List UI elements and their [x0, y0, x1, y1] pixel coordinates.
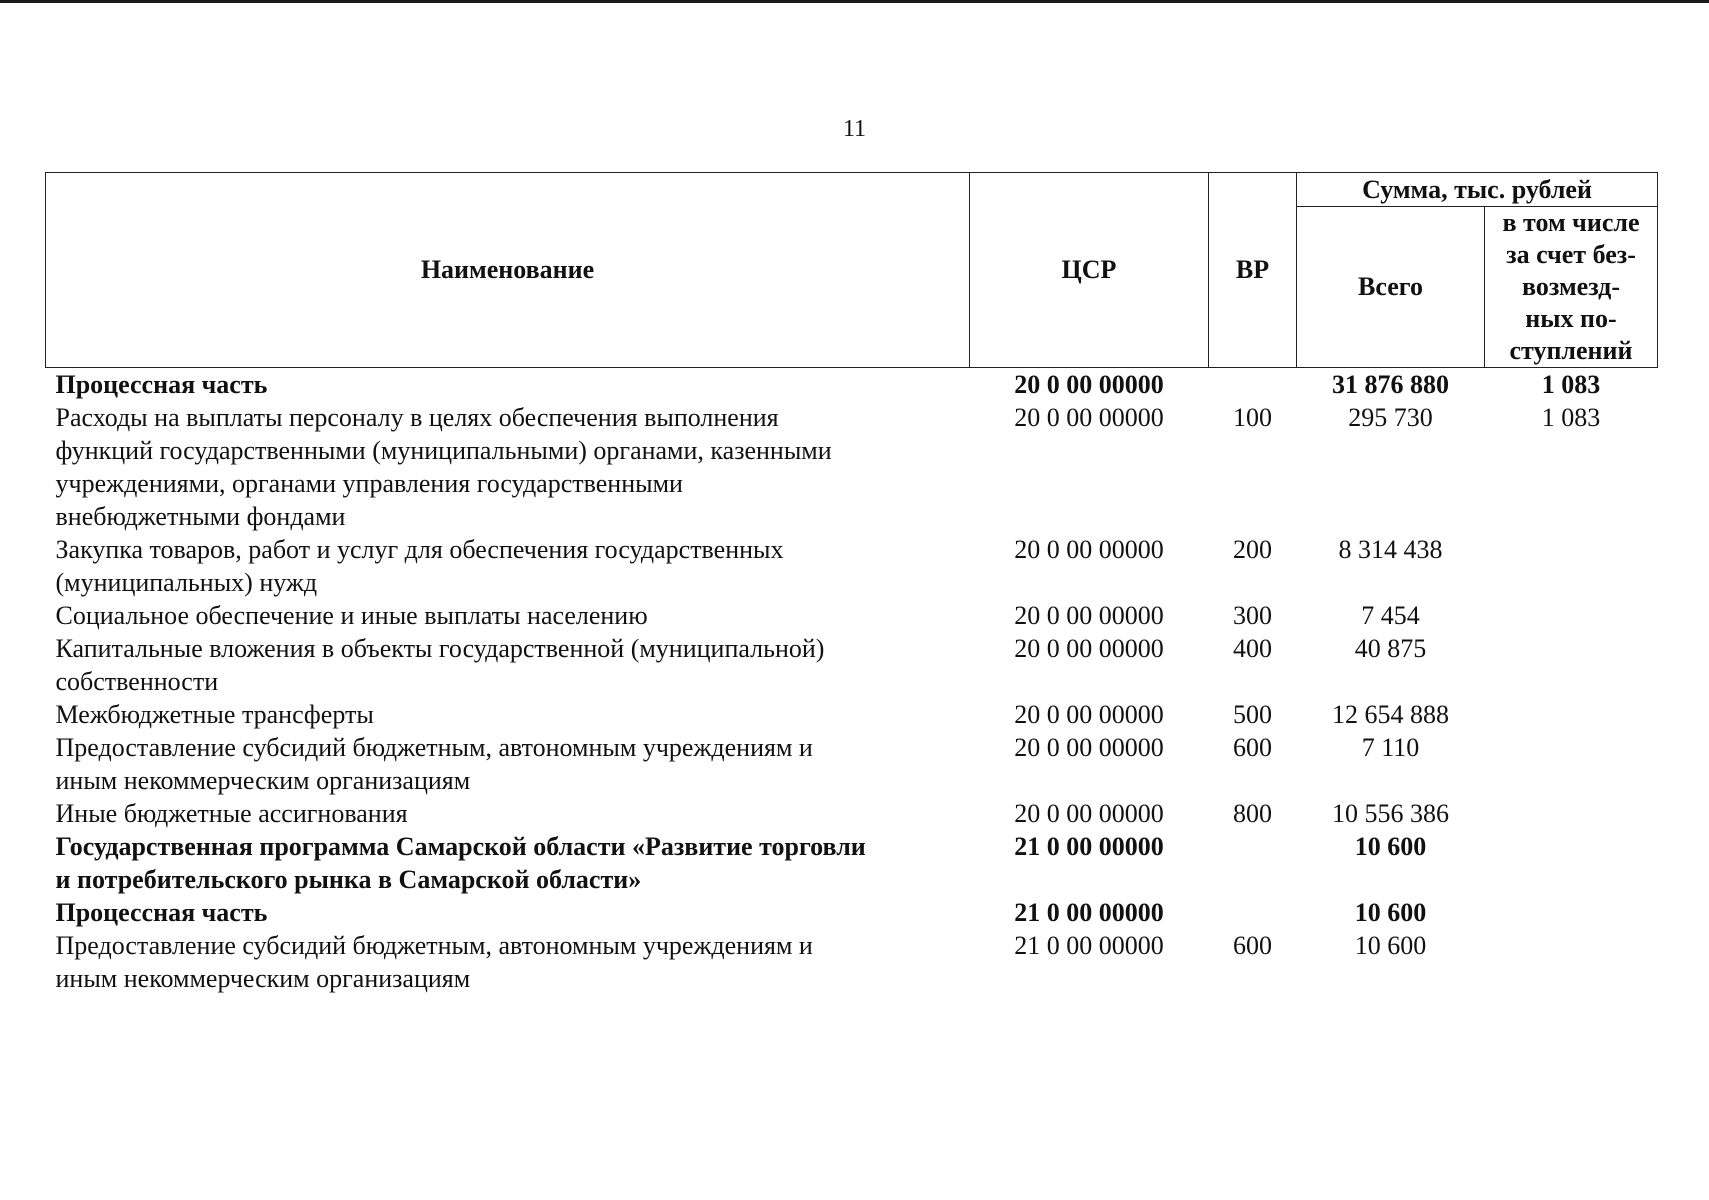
cell-name: [46, 533, 970, 599]
cell-total: 295 730: [1348, 403, 1433, 432]
cell-name-line: функций государственными (муниципальными) органами, казенными: [55, 436, 832, 465]
cell-free-receipts: 1 083: [1541, 403, 1601, 432]
header-free-line: за счет без-: [1506, 240, 1636, 269]
cell-csr: 20 0 00 00000: [1014, 535, 1164, 564]
cell-free-receipts: [1485, 830, 1658, 896]
cell-csr: 20 0 00 00000: [1014, 403, 1164, 432]
table-row: [46, 599, 1658, 632]
cell-name-line: Межбюджетные трансферты: [55, 700, 374, 729]
table-row: [46, 533, 1658, 599]
page-number: 11: [842, 116, 867, 142]
header-free-line: ступлений: [1509, 336, 1633, 365]
table-row: [46, 368, 1658, 402]
table-row: [46, 797, 1658, 830]
cell-name-line: иным некоммерческим организациям: [55, 766, 471, 795]
cell-name: [46, 368, 970, 402]
cell-name-line: Иные бюджетные ассигнования: [55, 799, 408, 828]
cell-name-line: Государственная программа Самарской области «Развитие торговли: [55, 832, 866, 861]
cell-csr: 21 0 00 00000: [1014, 832, 1164, 861]
table-row: [46, 401, 1658, 533]
cell-name-line: (муниципальных) нужд: [55, 568, 318, 597]
table-row: [46, 698, 1658, 731]
cell-name-line: Процессная часть: [55, 370, 268, 399]
cell-vr: 400: [1233, 634, 1272, 663]
cell-name-line: Предоставление субсидий бюджетным, автономным учреждениям и: [55, 931, 813, 960]
cell-name: [46, 797, 970, 830]
cell-name-line: Расходы на выплаты персоналу в целях обеспечения выполнения: [55, 403, 779, 432]
table-body: [46, 368, 1658, 996]
cell-free-receipts: 1 083: [1541, 370, 1601, 399]
header-vr: ВР: [1209, 173, 1297, 368]
budget-table: [45, 172, 1658, 995]
cell-name-line: Предоставление субсидий бюджетным, автономным учреждениям и: [55, 733, 813, 762]
cell-name: [46, 599, 970, 632]
cell-total: 7 110: [1361, 733, 1420, 762]
cell-total: 40 875: [1354, 634, 1427, 663]
cell-free-receipts: [1485, 797, 1658, 830]
cell-total: 10 600: [1354, 898, 1427, 927]
cell-vr: 200: [1233, 535, 1272, 564]
cell-vr: 300: [1233, 601, 1272, 630]
header-sum-group: Сумма, тыс. рублей: [1297, 173, 1658, 207]
cell-vr: 600: [1233, 931, 1272, 960]
cell-free-receipts: [1485, 698, 1658, 731]
cell-csr: 21 0 00 00000: [1014, 898, 1164, 927]
cell-csr: 20 0 00 00000: [1014, 733, 1164, 762]
cell-name: [46, 896, 970, 929]
table-row: [46, 830, 1658, 896]
cell-csr: 20 0 00 00000: [1014, 799, 1164, 828]
cell-name-line: Капитальные вложения в объекты государственной (муниципальной): [55, 634, 825, 663]
cell-name-line: и потребительского рынка в Самарской области»: [55, 865, 642, 894]
table-row: [46, 896, 1658, 929]
table-header: [46, 173, 1658, 368]
cell-vr: [1209, 368, 1297, 402]
cell-vr: 100: [1233, 403, 1272, 432]
header-free-receipts: [1485, 207, 1658, 368]
cell-name-line: Закупка товаров, работ и услуг для обеспечения государственных: [55, 535, 784, 564]
cell-name: [46, 698, 970, 731]
cell-name-line: Процессная часть: [55, 898, 268, 927]
cell-total: 12 654 888: [1332, 700, 1449, 729]
cell-vr: [1209, 896, 1297, 929]
header-free-line: ных по-: [1525, 304, 1617, 333]
header-free-line: возмезд-: [1522, 272, 1620, 301]
cell-name-line: внебюджетными фондами: [55, 502, 346, 531]
cell-total: 7 454: [1361, 601, 1420, 630]
cell-csr: 21 0 00 00000: [1014, 931, 1164, 960]
cell-vr: 800: [1233, 799, 1272, 828]
cell-total: 10 556 386: [1332, 799, 1449, 828]
cell-free-receipts: [1485, 599, 1658, 632]
cell-name-line: Социальное обеспечение и иные выплаты населению: [55, 601, 648, 630]
table-row: [46, 731, 1658, 797]
cell-free-receipts: [1485, 731, 1658, 797]
cell-total: 31 876 880: [1332, 370, 1449, 399]
cell-csr: 20 0 00 00000: [1014, 370, 1164, 399]
cell-total: 8 314 438: [1338, 535, 1443, 564]
cell-name-line: иным некоммерческим организациям: [55, 964, 471, 993]
cell-name-line: собственности: [55, 667, 219, 696]
header-free-line: в том числе: [1502, 208, 1640, 237]
cell-name: [46, 731, 970, 797]
cell-free-receipts: [1485, 896, 1658, 929]
cell-csr: 20 0 00 00000: [1014, 634, 1164, 663]
cell-vr: 600: [1233, 733, 1272, 762]
cell-csr: 20 0 00 00000: [1014, 601, 1164, 630]
cell-free-receipts: [1485, 929, 1658, 995]
cell-total: 10 600: [1354, 931, 1427, 960]
cell-name: [46, 632, 970, 698]
header-csr: ЦСР: [970, 173, 1209, 368]
cell-total: 10 600: [1354, 832, 1427, 861]
table-row: [46, 632, 1658, 698]
cell-name-line: учреждениями, органами управления государственными: [55, 469, 683, 498]
header-total: Всего: [1297, 207, 1485, 368]
cell-name: [46, 830, 970, 896]
header-name: Наименование: [46, 173, 970, 368]
cell-free-receipts: [1485, 632, 1658, 698]
cell-csr: 20 0 00 00000: [1014, 700, 1164, 729]
cell-name: [46, 401, 970, 533]
table-row: [46, 929, 1658, 995]
cell-vr: 500: [1233, 700, 1272, 729]
cell-vr: [1209, 830, 1297, 896]
cell-name: [46, 929, 970, 995]
cell-free-receipts: [1485, 533, 1658, 599]
top-edge-rule: [0, 0, 1709, 3]
